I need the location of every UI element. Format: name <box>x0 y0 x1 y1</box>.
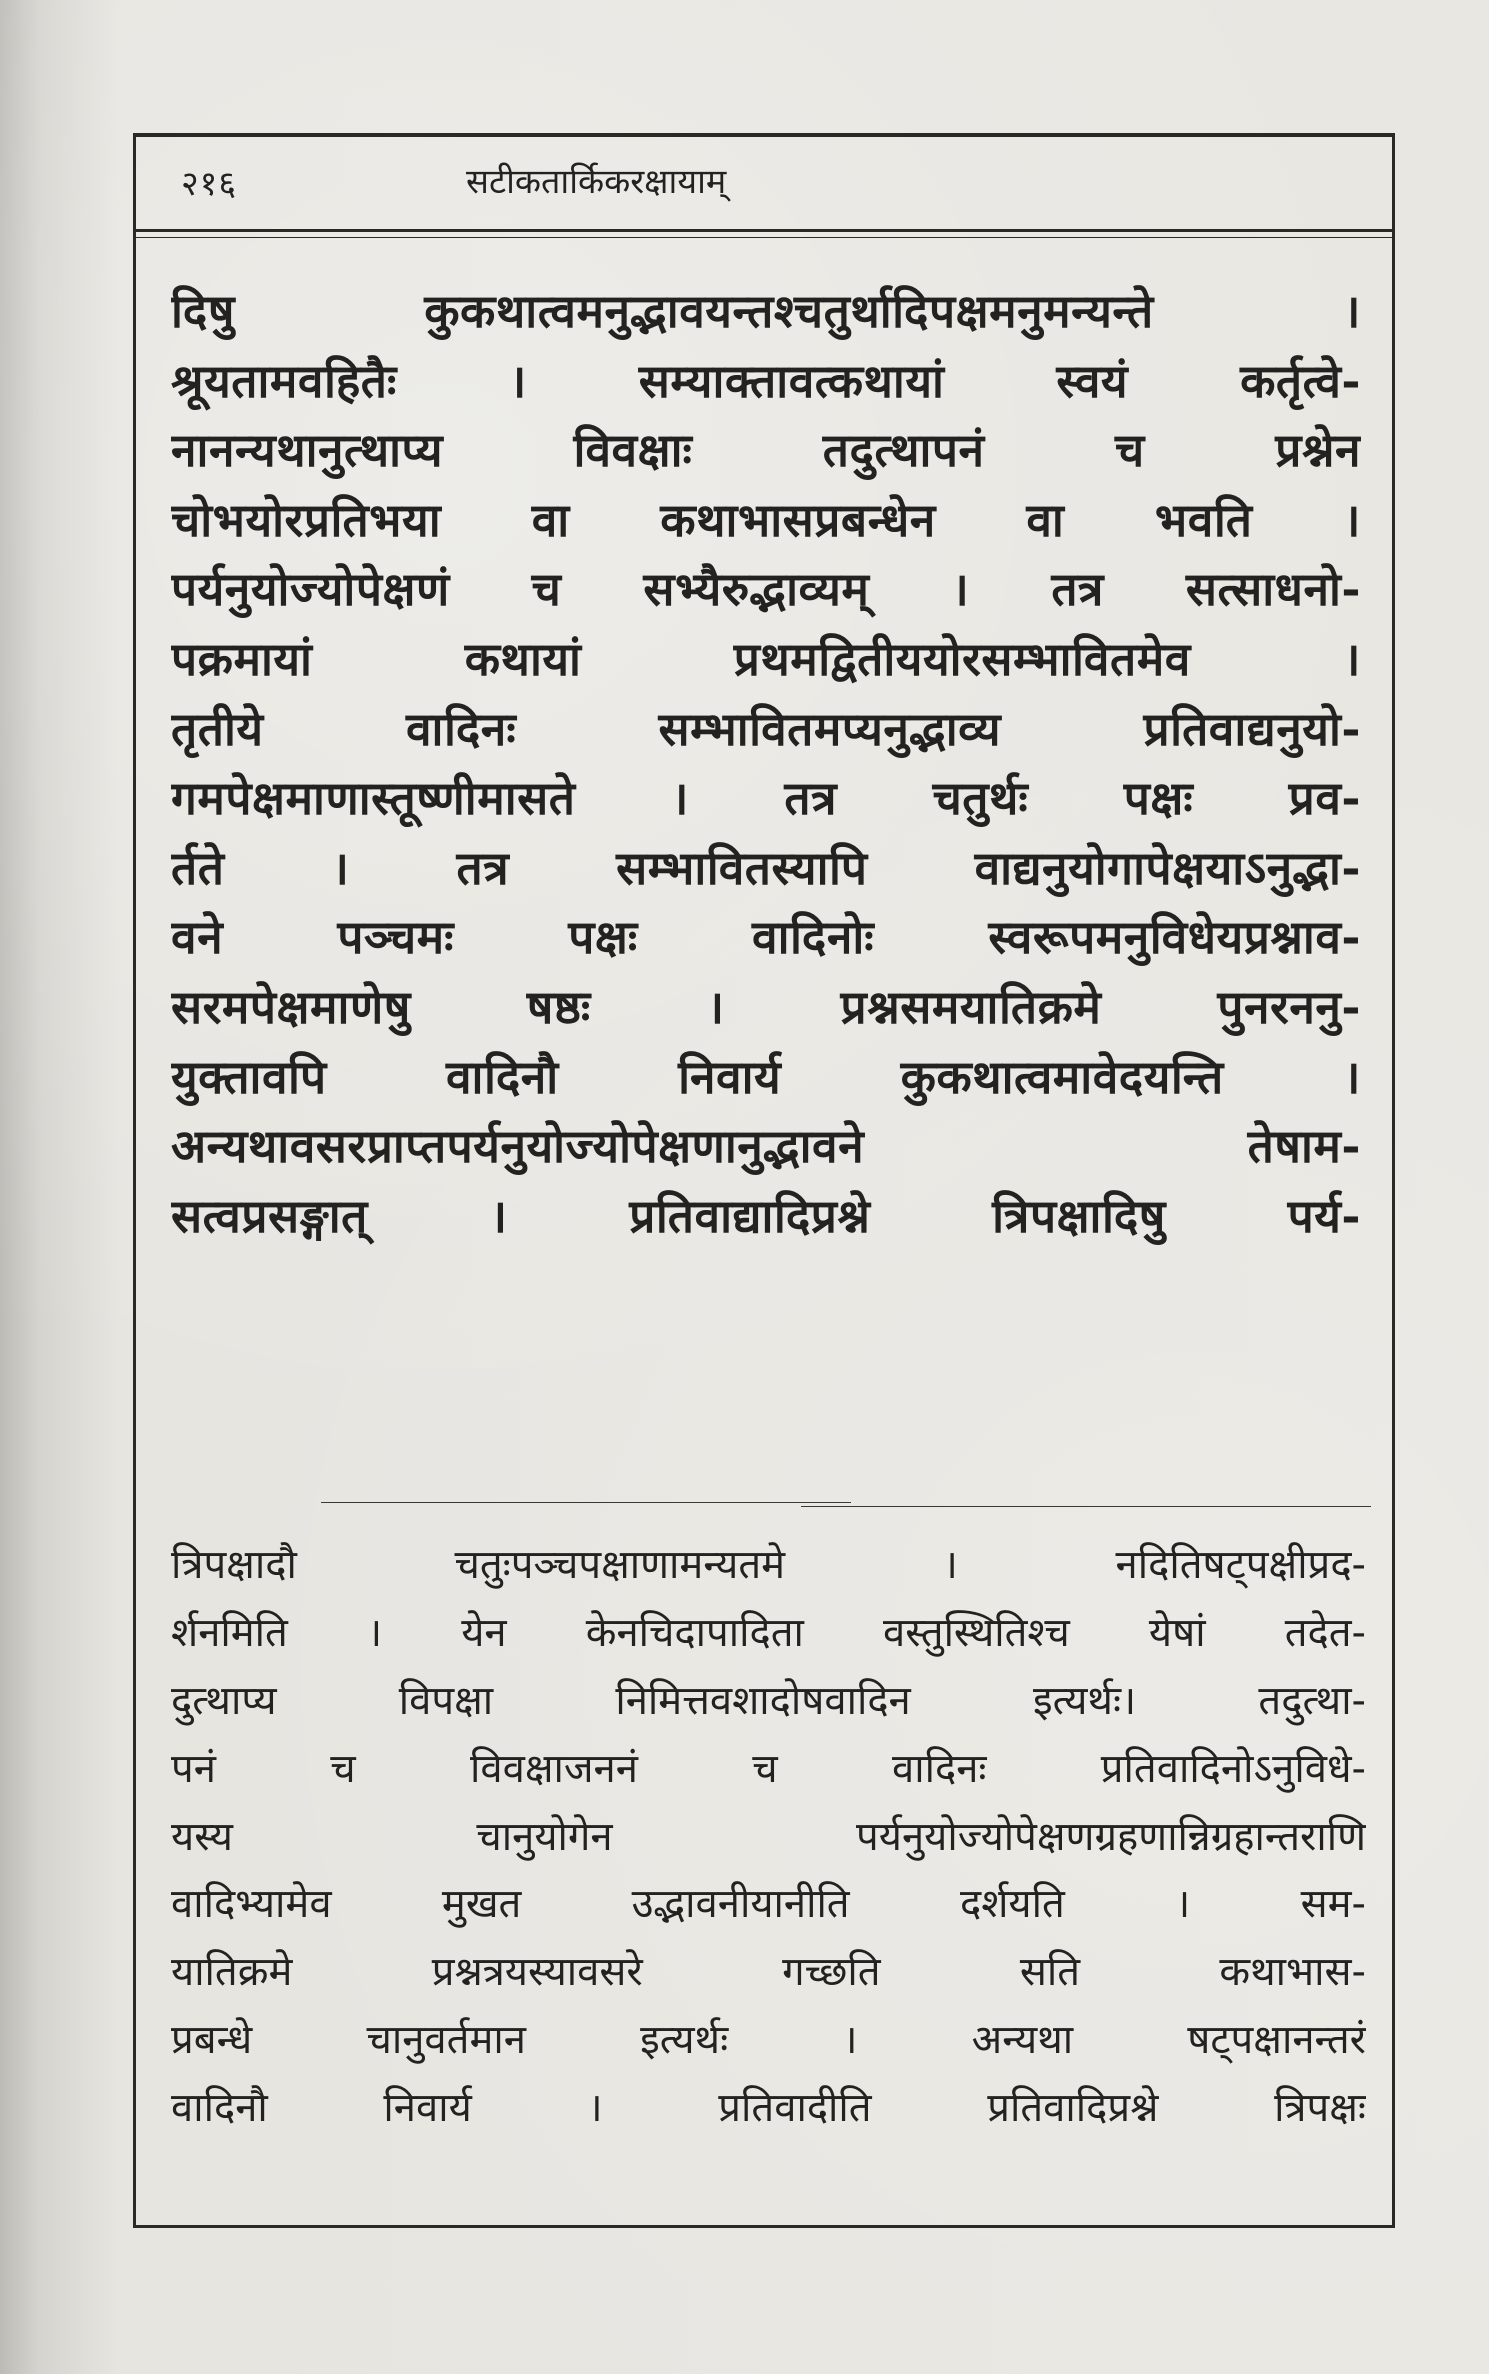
main-text-block <box>171 277 1361 1251</box>
footnotes-block <box>171 1532 1366 2143</box>
main-text-line: वने पञ्चमः पक्षः वादिनोः स्वरूपमनुविधेयप्रश्नाव- <box>171 910 1361 965</box>
main-text-line: नानन्यथानुत्थाप्य विवक्षाः तदुत्थापनं च प्रश्नेन <box>171 423 1361 478</box>
footnote-line: वादिनौ निवार्य । प्रतिवादीति प्रतिवादिप्रश्ने त्रिपक्षः <box>171 2085 1366 2132</box>
footnote-line: र्शनमिति । येन केनचिदापादिता वस्तुस्थितिश्च येषां तदेत- <box>171 1609 1366 1656</box>
main-text-line: सरमपेक्षमाणेषु षष्ठः । प्रश्नसमयातिक्रमे पुनरननु- <box>171 979 1361 1034</box>
separator-rule-left <box>321 1502 851 1503</box>
main-text-line: दिषु कुकथात्वमनुद्भावयन्तश्चतुर्थादिपक्षमनुमन्यन्ते । <box>171 284 1361 338</box>
main-text-line: र्तते । तत्र सम्भावितस्यापि वाद्यनुयोगापेक्षयाऽनुद्भा- <box>171 840 1361 895</box>
main-text-line: चोभयोरप्रतिभया वा कथाभासप्रबन्धेन वा भवति । <box>171 492 1361 547</box>
main-text-line: तृतीये वादिनः सम्भावितमप्यनुद्भाव्य प्रतिवाद्यनुयो- <box>171 701 1361 756</box>
page-header <box>136 137 1392 232</box>
footnote-line: पनं च विवक्षाजननं च वादिनः प्रतिवादिनोऽनुविधे- <box>171 1745 1366 1792</box>
footnote-line: प्रबन्धे चानुवर्तमान इत्यर्थः । अन्यथा षट्पक्षानन्तरं <box>171 2017 1366 2064</box>
footnote-line: यस्य चानुयोगेन पर्यनुयोज्योपेक्षणग्रहणान्निग्रहान्तराणि <box>171 1813 1366 1860</box>
footnote-line: यातिक्रमे प्रश्नत्रयस्यावसरे गच्छति सति कथाभास- <box>171 1949 1366 1996</box>
running-title: सटीकतार्किकरक्षायाम् <box>466 162 727 202</box>
page-number: २१६ <box>181 164 238 204</box>
separator-rule-right <box>801 1506 1371 1507</box>
main-text-line: गमपेक्षमाणास्तूष्णीमासते । तत्र चतुर्थः पक्षः प्रव- <box>171 771 1361 826</box>
main-text-line: पक्रमायां कथायां प्रथमद्वितीययोरसम्भावितमेव । <box>171 631 1361 686</box>
main-text-line: युक्तावपि वादिनौ निवार्य कुकथात्वमावेदयन्ति । <box>171 1049 1361 1104</box>
footnote-line: त्रिपक्षादौ चतुःपञ्चपक्षाणामन्यतमे । नदितिषट्पक्षीप्रद- <box>171 1542 1366 1588</box>
page-frame <box>133 133 1395 2228</box>
main-text-line: पर्यनुयोज्योपेक्षणं च सभ्यैरुद्भाव्यम् । तत्र सत्साधनो- <box>171 562 1361 617</box>
footnote-line: दुत्थाप्य विपक्षा निमित्तवशादोषवादिन इत्यर्थः। तदुत्था- <box>171 1677 1366 1724</box>
main-text-line: श्रूयतामवहितैः । सम्याक्तावत्कथायां स्वयं कर्तृत्वे- <box>171 353 1361 408</box>
main-text-line: अन्यथावसरप्राप्तपर्यनुयोज्योपेक्षणानुद्भावने तेषाम- <box>171 1119 1361 1174</box>
main-text-line: सत्वप्रसङ्गात् । प्रतिवाद्यादिप्रश्ने त्रिपक्षादिषु पर्य- <box>171 1188 1361 1243</box>
footnote-line: वादिभ्यामेव मुखत उद्भावनीयानीति दर्शयति । सम- <box>171 1881 1366 1928</box>
